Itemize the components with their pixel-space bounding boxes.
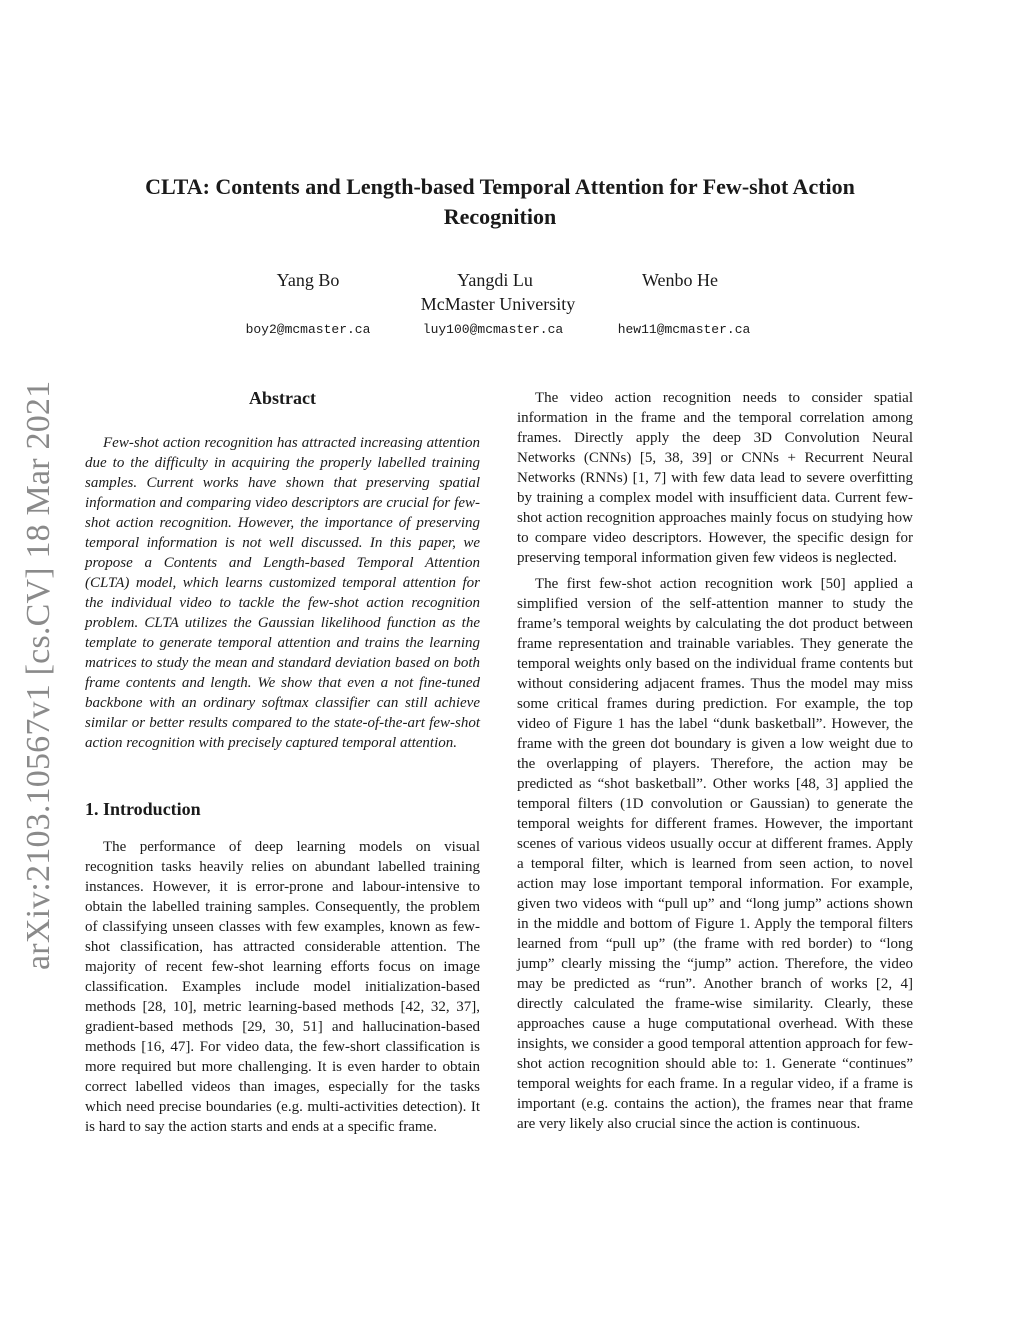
author-email: hew11@mcmaster.ca: [617, 322, 751, 337]
arxiv-identifier: arXiv:2103.10567v1 [cs.CV] 18 Mar 2021: [20, 380, 57, 970]
paragraph: The video action recognition needs to consider spatial information in the frame and the temporal correlation among frames. Directly apply the deep 3D Convolution Neural Networks (CNNs) [5, 38, 39] or CNNs + Recurrent Neural Networks (RNNs) [1, 7] with few data lead to severe overfitting by training a complex model with insufficient data. Current few-shot action recognition approaches mainly focus on studying how to compare video descriptors. However, the specific design for preserving temporal information given few videos is neglected.: [517, 390, 913, 566]
right-column: [517, 388, 913, 1134]
left-column: [85, 386, 480, 1137]
section-heading: 1. Introduction: [85, 799, 201, 819]
paragraph: The first few-shot action recognition work [50] applied a simplified version of the self-attention manner to study the frame’s temporal weights by calculating the dot product between frame representation and trainable variables. They generate the temporal weights only based on the individual frame contents but without considering adjacent frames. Thus the model may miss some critical frames during prediction. For example, the top video of Figure 1 has the label “dunk basketball”. However, the frame with the green dot boundary is given a low weight due to the overlapping of players. Therefore, the action may be predicted as “shot basketball”. Other works [48, 3] applied the temporal filters (1D convolution or Gaussian) to generate the temporal weights for different frames. However, the important scenes of various videos usually occur at different frames. Apply a temporal filter, which is learned from seen action, to novel action may lose important temporal information. For example, given two videos with “pull up” and “long jump” actions shown in the middle and bottom of Figure 1. Apply the temporal filters learned from “pull up” (the frame with red border) to “long jump” clearly missing the “jump” action. Therefore, the video may be predicted as “run”. Another branch of works [2, 4] directly calculated the frame-wise similarity. Clearly, these approaches cause a huge computational overhead. With these insights, we consider a good temporal attention approach for few-shot action recognition should able to: 1. Generate “continues” temporal weights for each frame. In a regular video, if a frame is important (e.g. contains the action), the frames near that frame are very likely also crucial since the action is continuous.: [517, 576, 913, 1132]
paragraph: The performance of deep learning models on visual recognition tasks heavily relies on abundant labelled training instances. However, it is error-prone and labour-intensive to obtain the labelled training samples. Consequently, the problem of classifying unseen classes with few examples, known as few-shot classification, has attracted considerable attention. The majority of recent few-shot learning efforts focus on image classification. Examples include model initialization-based methods [28, 10], metric learning-based methods [42, 32, 37], gradient-based methods [29, 30, 51] and hallucination-based methods [16, 47]. For video data, the few-short classification is more required but more challenging. It is even harder to obtain correct labelled videos than images, especially for the tasks which need precise boundaries (e.g. multi-activities detection). It is hard to say the action starts and ends at a specific frame.: [85, 839, 480, 1135]
author-email: boy2@mcmaster.ca: [245, 322, 371, 337]
author-name: Yang Bo: [276, 270, 340, 290]
author-email: luy100@mcmaster.ca: [422, 322, 564, 337]
affiliation: McMaster University: [420, 294, 576, 314]
abstract-text: Few-shot action recognition has attracted increasing attention due to the difficulty in acquiring the properly labelled training samples. Current works have shown that preserving spatial information and comparing video descriptors are crucial for few-shot action recognition. However, the importance of preserving temporal information is not well discussed. In this paper, we propose a Contents and Length-based Temporal Attention (CLTA) model, which learns customized temporal attention for the individual video to tackle the few-shot action recognition problem. CLTA utilizes the Gaussian likelihood function as the template to generate temporal attention and trains the learning matrices to study the mean and standard deviation based on both frame contents and length. We show that even a not fine-tuned backbone with an ordinary softmax classifier can still achieve similar or better results compared to the state-of-the-art few-shot action recognition with precisely captured temporal attention.: [85, 435, 480, 751]
author-name: Wenbo He: [641, 270, 719, 290]
paper-title: CLTA: Contents and Length-based Temporal Attention for Few-shot Action Recognition: [145, 174, 855, 229]
abstract-heading: Abstract: [249, 388, 316, 408]
author-name: Yangdi Lu: [457, 270, 533, 290]
